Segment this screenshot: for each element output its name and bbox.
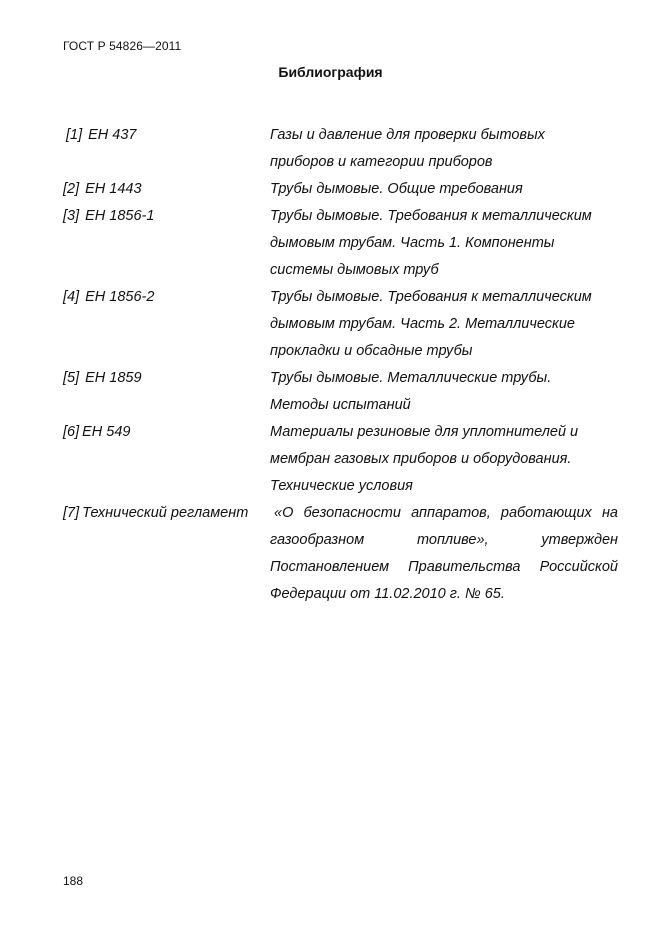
entry-code: ЕН 1856-1	[85, 208, 155, 224]
description-line: мембран газовых приборов и оборудования.	[270, 451, 572, 467]
entry-code: ЕН 1859	[85, 370, 142, 386]
entry-number: [1]	[66, 127, 83, 143]
page-title: Библиография	[278, 64, 383, 80]
entry-reference	[63, 203, 270, 230]
entry-number: [7]	[63, 505, 80, 521]
entry-description	[270, 365, 618, 419]
description-line: приборов и категории приборов	[270, 154, 493, 170]
entry-code: ЕН 549	[82, 424, 131, 440]
entry-number: [6]	[63, 424, 80, 440]
bibliography-entry-6	[63, 419, 618, 500]
entry-description	[270, 203, 618, 284]
entry-reference	[63, 122, 270, 149]
entry-code: ЕН 1443	[85, 181, 142, 197]
entry-description	[270, 284, 618, 365]
bibliography-entry-4	[63, 284, 618, 365]
description-line: Трубы дымовые. Общие требования	[270, 181, 523, 197]
bibliography-entry-7	[63, 500, 618, 608]
bibliography-list	[63, 122, 618, 608]
description-line: газообразном топливе», утвержден	[270, 532, 618, 548]
entry-reference	[63, 284, 270, 311]
description-line: системы дымовых труб	[270, 262, 439, 278]
description-line: дымовым трубам. Часть 1. Компоненты	[270, 235, 555, 251]
entry-reference	[63, 176, 270, 203]
entry-reference	[63, 365, 270, 392]
entry-reference	[63, 419, 270, 446]
description-line: Методы испытаний	[270, 397, 411, 413]
bibliography-entry-5	[63, 365, 618, 419]
entry-description	[270, 122, 618, 176]
entry-code: ЕН 1856-2	[85, 289, 155, 305]
entry-code: ЕН 437	[88, 127, 137, 143]
description-line: «О безопасности аппаратов, работающих на	[274, 505, 618, 521]
bibliography-entry-1	[63, 122, 618, 176]
bibliography-entry-2	[63, 176, 618, 203]
page-number: 188	[63, 874, 84, 888]
description-line: прокладки и обсадные трубы	[270, 343, 473, 359]
description-line: Трубы дымовые. Металлические трубы.	[270, 370, 552, 386]
description-line: Газы и давление для проверки бытовых	[270, 127, 545, 143]
entry-description	[270, 176, 618, 203]
entry-number: [4]	[63, 289, 80, 305]
entry-number: [5]	[63, 370, 80, 386]
entry-reference	[63, 500, 270, 527]
entry-description	[270, 500, 618, 608]
description-line: Трубы дымовые. Требования к металлическим	[270, 289, 592, 305]
document-header	[63, 39, 181, 53]
description-line: дымовым трубам. Часть 2. Металлические	[270, 316, 575, 332]
entry-number: [2]	[63, 181, 80, 197]
entry-code: Технический регламент	[82, 505, 249, 521]
description-line: Технические условия	[270, 478, 413, 494]
description-line: Трубы дымовые. Требования к металлическим	[270, 208, 592, 224]
description-line: Материалы резиновые для уплотнителей и	[270, 424, 579, 440]
description-line: Федерации от 11.02.2010 г. № 65.	[270, 586, 505, 602]
bibliography-entry-3	[63, 203, 618, 284]
description-line: Постановлением Правительства Российской	[270, 559, 618, 575]
standard-designation: ГОСТ Р 54826—2011	[63, 39, 182, 53]
entry-description	[270, 419, 618, 500]
entry-number: [3]	[63, 208, 80, 224]
